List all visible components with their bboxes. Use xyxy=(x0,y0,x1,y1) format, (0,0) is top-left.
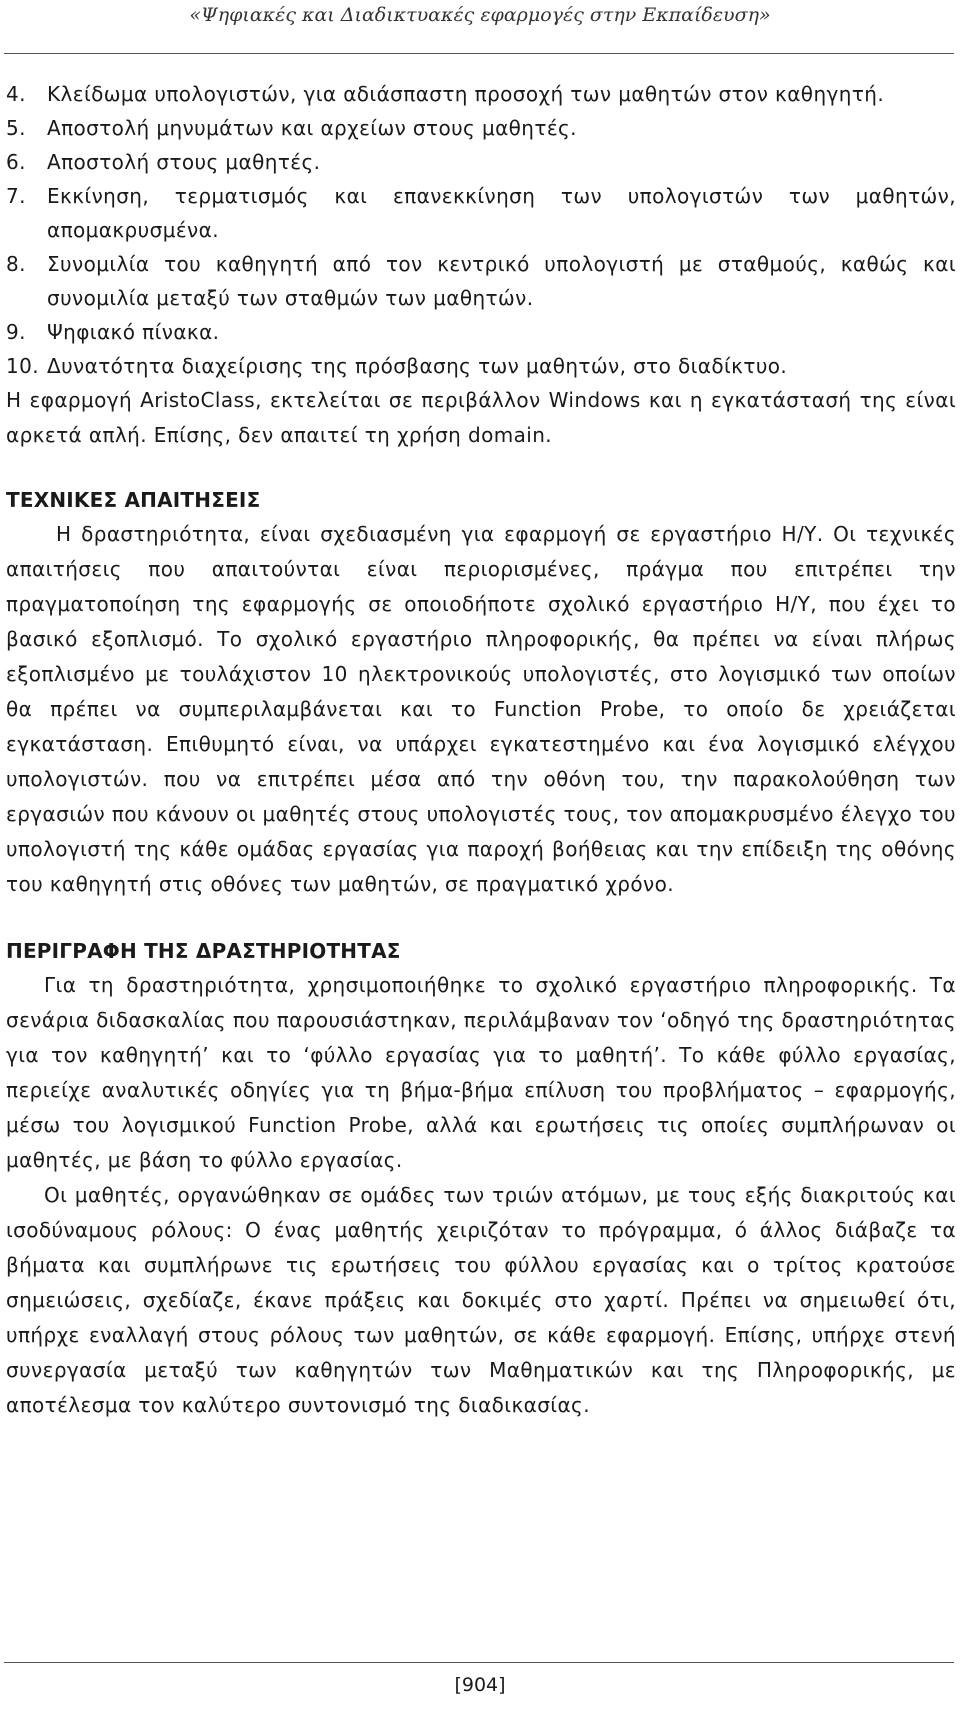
list-item-text: Ψηφιακό πίνακα. xyxy=(47,320,220,344)
description-paragraph: Για τη δραστηριότητα, χρησιμοποιήθηκε το σχολικό εργαστήριο πληροφορικής. Τα σενάρια διδασκαλίας που παρουσιάστηκαν, περιλάμβαναν τον ‘οδηγό της δραστηριότητας για τον καθηγητή’ και το ‘φύλλο εργασίας για το μαθητή’. Το κάθε φύλλο εργασίας, περιείχε αναλυτικές οδηγίες για τη βήμα-βήμα επίλυση του προβλήματος – εφαρμογής, μέσω του λογισμικού Function Probe, αλλά και ερωτήσεις τις οποίες συμπλήρωναν οι μαθητές, με βάση το φύλλο εργασίας. xyxy=(6,973,956,1172)
list-item xyxy=(6,247,956,315)
technical-paragraph: Η δραστηριότητα, είναι σχεδιασμένη για εφαρμογή σε εργαστήριο Η/Υ. Οι τεχνικές απαιτήσεις που απαιτούνται είναι περιορισμένες, πράγμα που επιτρέπει την πραγματοποίηση της εφαρμογής σε οποιοδήποτε σχολικό εργαστήριο Η/Υ, που έχει το βασικό εξοπλισμό. Το σχολικό εργαστήριο πληροφορικής, θα πρέπει να είναι πλήρως εξοπλισμένο με τουλάχιστον 10 ηλεκτρονικούς υπολογιστές, στο λογισμικό των οποίων θα πρέπει να συμπεριλαμβάνεται και το Function Probe, το οποίο δε χρειάζεται εγκατάσταση. Επιθυμητό είναι, να υπάρχει εγκατεστημένο και ένα λογισμικό ελέγχου υπολογιστών. που να επιτρέπει μέσα από την οθόνη του, την παρακολούθηση των εργασιών που κάνουν οι μαθητές στους υπολογιστές τους, τον απομακρυσμένο έλεγχο του υπολογιστή της κάθε ομάδας εργασίας για παροχή βοήθειας και την επίδειξη της οθόνης του καθηγητή στις οθόνες των μαθητών, σε πραγματικό χρόνο. xyxy=(6,522,956,896)
feature-list xyxy=(6,77,956,383)
list-item-number: 5. xyxy=(6,116,26,140)
list-item-text: Κλείδωμα υπολογιστών, για αδιάσπαστη προσοχή των μαθητών στον καθηγητή. xyxy=(47,82,885,106)
list-item-number: 10. xyxy=(6,354,40,378)
list-item-text: Αποστολή στους μαθητές. xyxy=(47,150,321,174)
list-item-text: Δυνατότητα διαχείρισης της πρόσβασης των μαθητών, στο διαδίκτυο. xyxy=(47,354,788,378)
description-paragraph: Οι μαθητές, οργανώθηκαν σε ομάδες των τριών ατόμων, με τους εξής διακριτούς και ισοδύναμους ρόλους: Ο ένας μαθητής χειριζόταν το πρόγραμμα, ό άλλος διάβαζε τα βήματα και συμπλήρωνε τις ερωτήσεις του φύλλου εργασίας και ο τρίτος κρατούσε σημειώσεις, σχεδίαζε, έκανε πράξεις και δοκιμές στο χαρτί. Πρέπει να σημειωθεί ότι, υπήρχε εναλλαγή στους ρόλους των μαθητών, σε κάθε εφαρμογή. Επίσης, υπήρχε στενή συνεργασία μεταξύ των καθηγητών των Μαθηματικών και της Πληροφορικής, με αποτέλεσμα τον καλύτερο συντονισμό της διαδικασίας. xyxy=(6,1183,956,1417)
list-item-number: 4. xyxy=(6,82,26,106)
page-number: [904] xyxy=(454,1674,506,1696)
list-item xyxy=(6,349,956,383)
list-item-number: 8. xyxy=(6,252,26,276)
running-header-title: «Ψηφιακές και Διαδικτυακές εφαρμογές στην Εκπαίδευση» xyxy=(189,4,771,26)
list-item-number: 6. xyxy=(6,150,26,174)
list-item xyxy=(6,111,956,145)
list-item-text: Αποστολή μηνυμάτων και αρχείων στους μαθητές. xyxy=(47,116,577,140)
section-spacer xyxy=(6,453,956,483)
intro-paragraph: Η εφαρμογή AristoClass, εκτελείται σε περιβάλλον Windows και η εγκατάστασή της είναι αρκετά απλή. Επίσης, δεν απαιτεί τη χρήση domain. xyxy=(6,388,956,447)
list-item-number: 9. xyxy=(6,320,26,344)
list-item-text: Εκκίνηση, τερματισμός και επανεκκίνηση των υπολογιστών των μαθητών, απομακρυσμένα. xyxy=(47,184,956,242)
list-item xyxy=(6,179,956,247)
section-spacer xyxy=(6,902,956,934)
header-divider xyxy=(4,53,954,54)
list-item xyxy=(6,77,956,111)
list-item xyxy=(6,315,956,349)
page-body xyxy=(6,77,956,1423)
section-heading-description: ΠΕΡΙΓΡΑΦΗ ΤΗΣ ΔΡΑΣΤΗΡΙΟΤΗΤΑΣ xyxy=(6,939,401,963)
section-heading-technical: ΤΕΧΝΙΚΕΣ ΑΠΑΙΤΗΣΕΙΣ xyxy=(6,488,261,512)
list-item-number: 7. xyxy=(6,184,26,208)
list-item xyxy=(6,145,956,179)
list-item-text: Συνομιλία του καθηγητή από τον κεντρικό υπολογιστή με σταθμούς, καθώς και συνομιλία μεταξύ των σταθμών των μαθητών. xyxy=(47,252,956,310)
footer-divider xyxy=(4,1662,954,1663)
